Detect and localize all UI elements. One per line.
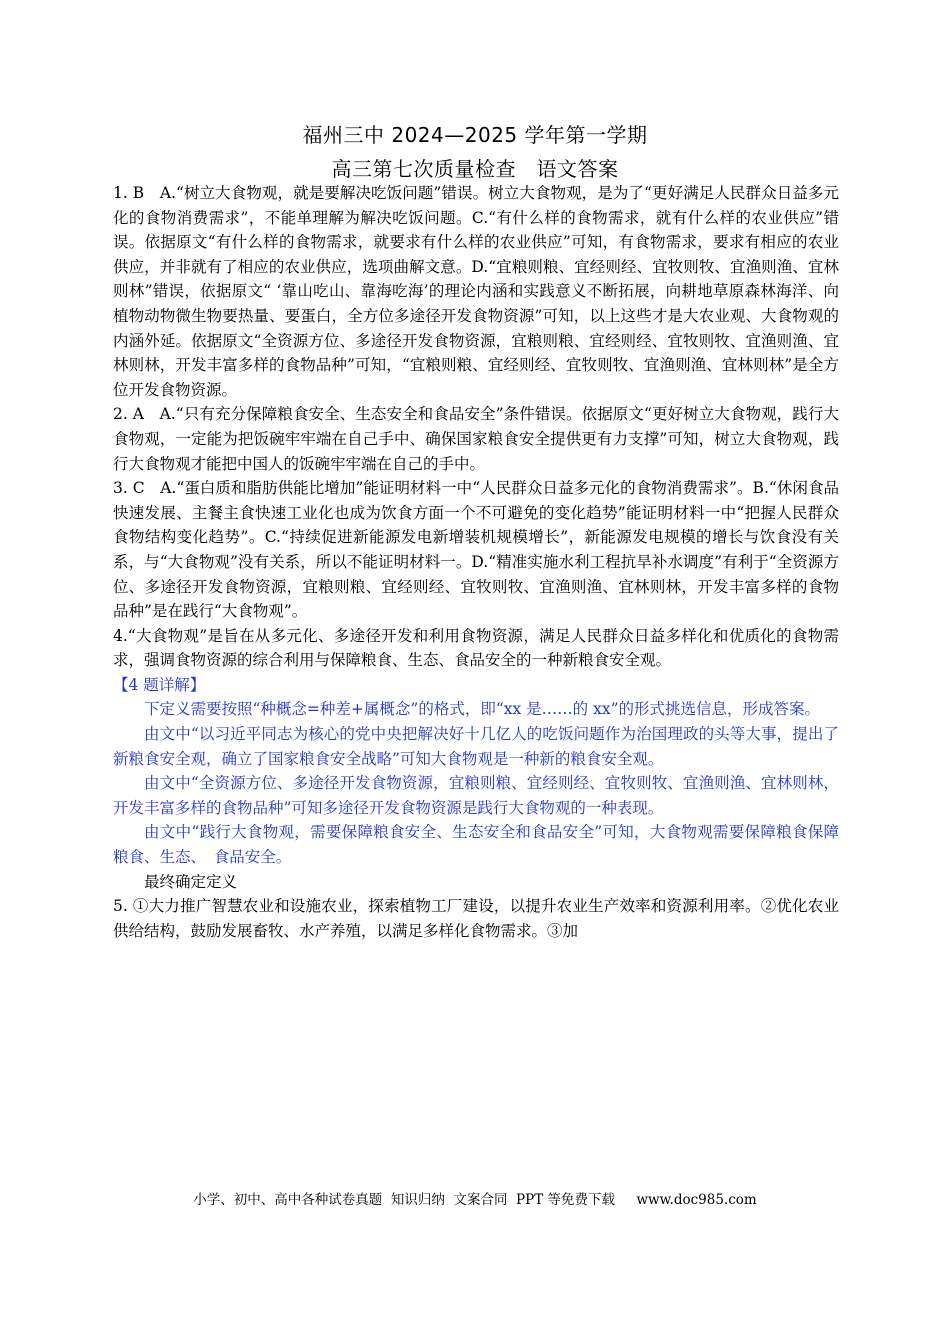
answer-q5: 5. ①大力推广智慧农业和设施农业，探索植物工厂建设，以提升农业生产效率和资源利用率。②优化农业供给结构，鼓励发展畜牧、水产养殖，以满足多样化食物需求。③加 — [113, 897, 839, 940]
answer-q2: 2. A A.“只有充分保障粮食安全、生态安全和食品安全”条件错误。依据原文“更好树立大食物观，践行大食物观，一定能为把饭碗牢牢端在自己手中、确保国家粮食安全提供更有力支撑”可知，树立大食物观，践行大食物观才能把中国人的饭碗牢牢端在自己的手中。 — [113, 405, 839, 473]
q4-detail-paragraph: 由文中“全资源方位、多途径开发食物资源，宜粮则粮、宜经则经、宜牧则牧、宜渔则渔、宜林则林，开发丰富多样的食物品种”可知多途径开发食物资源是践行大食物观的一种表现。 — [113, 774, 839, 817]
answer-body — [113, 181, 839, 943]
answer-q4: 4.“大食物观”是旨在从多元化、多途径开发和利用食物资源，满足人民群众日益多样化和优质化的食物需求，强调食物资源的综合利用与保障粮食、生态、食品安全的一种新粮食安全观。 — [113, 626, 839, 670]
q4-detail-paragraph: 由文中“以习近平同志为核心的党中央把解决好十几亿人的吃饭问题作为治国理政的头等大事，提出了新粮食安全观，确立了国家粮食安全战略”可知大食物观是一种新的粮食安全观。 — [113, 725, 839, 768]
answer-q1: 1. B A.“树立大食物观，就是要解决吃饭问题”错误。树立大食物观，是为了“更好满足人民群众日益多元化的食物消费需求”，不能单理解为解决吃饭问题。C.“有什么样的食物需求，就有什么样的农业供应”错误。依据原文“有什么样的食物需求，就要求有什么样的农业供应”可知，有食物需求，要求有相应的农业供应，并非就有了相应的农业供应，选项曲解文意。D.“宜粮则粮、宜经则经、宜牧则牧、宜渔则渔、宜林则林”错误，依据原文“ ‘靠山吃山、靠海吃海’的理论内涵和实践意义不断拓展，向耕地草原森林海洋、向植物动物微生物要热量、要蛋白，全方位多途径开发食物资源”可知，以上这些才是大农业观、大食物观的内涵外延。依据原文“全资源方位、多途径开发食物资源，宜粮则粮、宜经则经、宜牧则牧、宜渔则渔、宜林则林，开发丰富多样的食物品种”可知，“宜粮则粮、宜经则经、宜牧则牧、宜渔则渔、宜林则林”是全方位开发食物资源。 — [113, 184, 839, 399]
q4-final-definition-label: 最终确定定义 — [144, 872, 238, 891]
page-footer: 小学、初中、高中各种试卷真题 知识归纳 文案合同 PPT 等免费下载 www.doc985.com — [193, 1192, 757, 1208]
q4-detail-paragraph: 由文中“践行大食物观，需要保障粮食安全、生态安全和食品安全”可知，大食物观需要保障粮食保障粮食、生态、 食品安全。 — [113, 823, 839, 867]
q4-detail-heading: 【4 题详解】 — [113, 675, 206, 694]
q4-detail-paragraph: 下定义需要按照“种概念=种差+属概念”的格式，即“xx 是……的 xx”的形式挑选信息，形成答案。 — [144, 700, 820, 719]
document-title-line1: 福州三中 2024—2025 学年第一学期 — [302, 123, 648, 147]
answer-q3: 3. C A.“蛋白质和脂肪供能比增加”能证明材料一中“人民群众日益多元化的食物消费需求”。B.“休闲食品快速发展、主餐主食快速工业化也成为饮食方面一个不可避免的变化趋势”能证明材料一中“把握人民群众食物结构变化趋势”。C.“持续促进新能源发电新增装机规模增长”，新能源发电规模的增长与饮食没有关系，与“大食物观”没有关系，所以不能证明材料一。D.“精准实施水利工程抗旱补水调度”有利于“全资源方位、多途径开发食物资源，宜粮则粮、宜经则经、宜牧则牧、宜渔则渔、宜林则林，开发丰富多样的食物品种”是在践行“大食物观”。 — [113, 479, 839, 621]
document-title-line2: 高三第七次质量检查 语文答案 — [331, 157, 619, 181]
